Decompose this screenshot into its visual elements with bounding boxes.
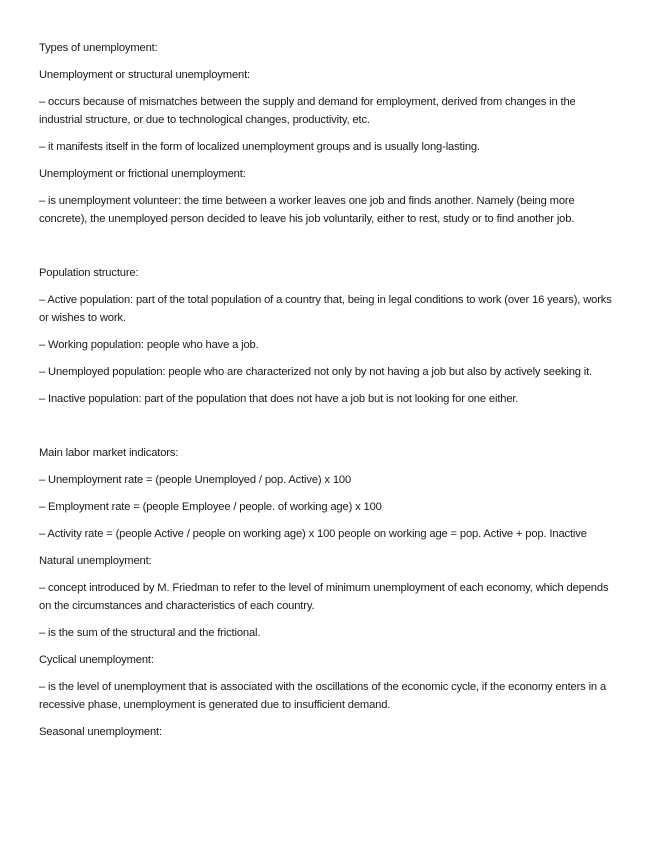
bullet-cyclical-definition: – is the level of unemployment that is associated with the oscillations of the economic cycle, if the economy enters in a recessive phase, unemployment is generated due to insufficient demand. (39, 681, 607, 711)
section-unemployment-types (39, 39, 615, 228)
bullet-inactive-population: – Inactive population: part of the population that does not have a job but is not looking for one either. (39, 393, 519, 405)
heading-types-of-unemployment: Types of unemployment: (39, 42, 158, 54)
bullet-frictional-definition: – is unemployment volunteer: the time between a worker leaves one job and finds another. Namely (being more concrete), the unemployed person decided to leave his job voluntarily, either to rest, study or to find another job. (39, 195, 575, 225)
bullet-working-population: – Working population: people who have a job. (39, 339, 259, 351)
subheading-natural-unemployment: Natural unemployment: (39, 555, 152, 567)
bullet-unemployed-population: – Unemployed population: people who are characterized not only by not having a job but also by actively seeking it. (39, 366, 593, 378)
bullet-activity-rate: – Activity rate = (people Active / people on working age) x 100 people on working age = pop. Active + pop. Inactive (39, 528, 587, 540)
bullet-employment-rate: – Employment rate = (people Employee / people. of working age) x 100 (39, 501, 382, 513)
heading-population-structure: Population structure: (39, 267, 139, 279)
bullet-natural-concept: – concept introduced by M. Friedman to refer to the level of minimum unemployment of each economy, which depends on the circumstances and characteristics of each country. (39, 582, 609, 612)
section-spacer (39, 417, 615, 444)
subheading-frictional-unemployment: Unemployment or frictional unemployment: (39, 168, 246, 180)
section-spacer (39, 237, 615, 264)
section-population-structure (39, 264, 615, 408)
heading-labor-market-indicators: Main labor market indicators: (39, 447, 179, 459)
subheading-structural-unemployment: Unemployment or structural unemployment: (39, 69, 251, 81)
bullet-structural-manifest: – it manifests itself in the form of localized unemployment groups and is usually long-lasting. (39, 141, 480, 153)
subheading-cyclical-unemployment: Cyclical unemployment: (39, 654, 154, 666)
bullet-natural-sum: – is the sum of the structural and the frictional. (39, 627, 261, 639)
bullet-active-population: – Active population: part of the total population of a country that, being in legal conditions to work (over 16 years), works or wishes to work. (39, 294, 612, 324)
subheading-seasonal-unemployment: Seasonal unemployment: (39, 726, 162, 738)
bullet-unemployment-rate: – Unemployment rate = (people Unemployed / pop. Active) x 100 (39, 474, 352, 486)
bullet-structural-cause: – occurs because of mismatches between the supply and demand for employment, derived from changes in the industrial structure, or due to technological changes, productivity, etc. (39, 96, 576, 126)
section-labor-market-indicators (39, 444, 615, 741)
